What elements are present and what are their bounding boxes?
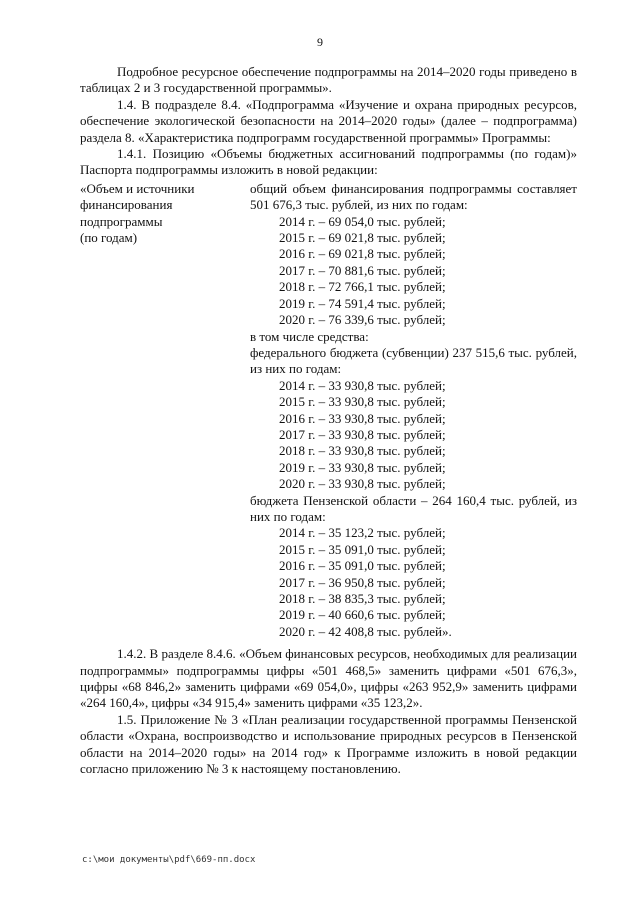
year-line: 2017 г. – 36 950,8 тыс. рублей; xyxy=(279,574,446,590)
total-funding-text: общий объем финансирования подпрограммы составляет 501 676,3 тыс. рублей, из них по годам: xyxy=(250,180,577,213)
year-line: 2014 г. – 69 054,0 тыс. рублей; xyxy=(279,213,446,229)
paragraph-intro: Подробное ресурсное обеспечение подпрограммы на 2014–2020 годы приведено в таблицах 2 и 3 государственной программы». xyxy=(80,64,577,96)
year-line: 2016 г. – 33 930,8 тыс. рублей; xyxy=(279,410,446,426)
document-body xyxy=(80,64,577,777)
including-label: в том числе средства: xyxy=(250,328,369,344)
passport-table-value-cell xyxy=(250,181,577,640)
paragraph-1-5: 1.5. Приложение № 3 «План реализации государственной программы Пензенской области «Охрана, воспроизводство и использование природных ресурсов в Пензенской области на 2014–2020 годы» на 2014 год» к Программе изложить в новой редакции согласно приложению № 3 к настоящему постановлению. xyxy=(80,711,577,777)
year-line: 2019 г. – 33 930,8 тыс. рублей; xyxy=(279,459,446,475)
label-line: «Объем и источники xyxy=(80,180,195,196)
label-line: подпрограммы xyxy=(80,213,163,229)
federal-funding-text: федерального бюджета (субвенции) 237 515,6 тыс. рублей, из них по годам: xyxy=(250,344,577,377)
year-line: 2018 г. – 38 835,3 тыс. рублей; xyxy=(279,591,446,606)
year-line: 2019 г. – 74 591,4 тыс. рублей; xyxy=(279,295,446,311)
paragraph-1-4-2: 1.4.2. В разделе 8.4.6. «Объем финансовых ресурсов, необходимых для реализации подпрограммы» подпрограммы цифры «501 468,5» заменить цифрами «501 676,3», цифры «68 846,2» заменить цифрами «69 054,0», цифры «263 952,9» заменить цифрами «264 160,4», цифры «34 915,4» заменить цифрами «35 123,2». xyxy=(80,646,577,711)
year-line: 2017 г. – 70 881,6 тыс. рублей; xyxy=(279,262,446,278)
year-line: 2016 г. – 35 091,0 тыс. рублей; xyxy=(279,558,446,574)
year-line: 2018 г. – 72 766,1 тыс. рублей; xyxy=(279,279,446,295)
passport-table xyxy=(80,181,577,640)
paragraph-1-4-1: 1.4.1. Позицию «Объемы бюджетных ассигнований подпрограммы (по годам)» Паспорта подпрограммы изложить в новой редакции: xyxy=(80,146,577,178)
year-line: 2018 г. – 33 930,8 тыс. рублей; xyxy=(279,443,446,459)
file-path-footer: c:\мои документы\pdf\669-пп.docx xyxy=(82,855,256,865)
year-line: 2020 г. – 33 930,8 тыс. рублей; xyxy=(279,476,446,492)
page-number: 9 xyxy=(317,35,323,49)
paragraph-1-4: 1.4. В подразделе 8.4. «Подпрограмма «Изучение и охрана природных ресурсов, обеспечение экологической безопасности на 2014–2020 годы» (далее – подпрограмма) раздела 8. «Характеристика подпрограмм государственной программы» Программы: xyxy=(80,96,577,145)
year-line: 2016 г. – 69 021,8 тыс. рублей; xyxy=(279,246,446,262)
year-line: 2015 г. – 35 091,0 тыс. рублей; xyxy=(279,541,446,557)
year-line: 2015 г. – 69 021,8 тыс. рублей; xyxy=(279,230,446,246)
year-line: 2015 г. – 33 930,8 тыс. рублей; xyxy=(279,394,446,410)
regional-funding-text: бюджета Пензенской области – 264 160,4 тыс. рублей, из них по годам: xyxy=(250,492,577,524)
label-line: (по годам) xyxy=(80,230,138,246)
label-line: финансирования xyxy=(80,197,173,213)
year-line: 2014 г. – 33 930,8 тыс. рублей; xyxy=(279,377,446,393)
year-line: 2020 г. – 42 408,8 тыс. рублей». xyxy=(279,623,452,639)
year-line: 2014 г. – 35 123,2 тыс. рублей; xyxy=(279,525,446,541)
year-line: 2017 г. – 33 930,8 тыс. рублей; xyxy=(279,426,446,442)
passport-table-label-cell xyxy=(80,181,250,640)
year-line: 2019 г. – 40 660,6 тыс. рублей; xyxy=(279,607,446,623)
year-line: 2020 г. – 76 339,6 тыс. рублей; xyxy=(279,312,446,328)
